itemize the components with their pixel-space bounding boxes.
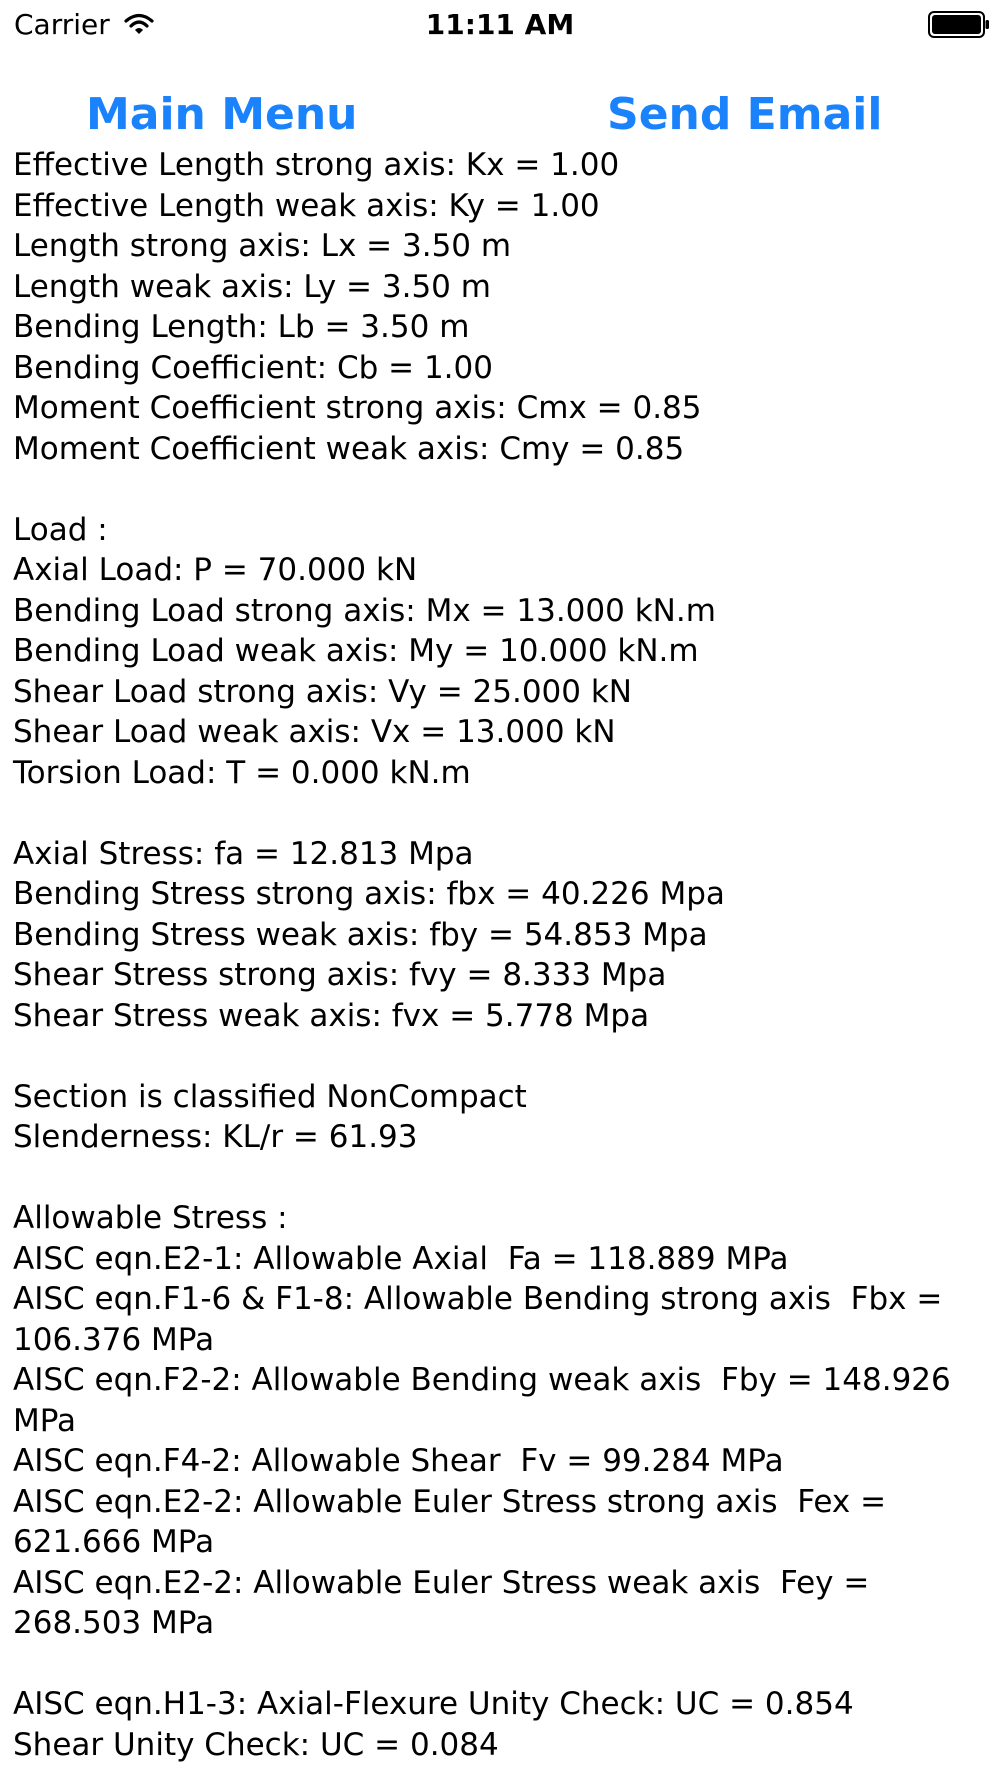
report-output (13, 145, 988, 1765)
report-line: AISC eqn.F2-2: Allowable Bending weak axis Fby = 148.926 MPa (13, 1362, 961, 1439)
blank-line (13, 1158, 988, 1199)
report-line: Shear Stress weak axis: fvx = 5.778 Mpa (13, 997, 650, 1034)
report-line: Bending Coefficient: Cb = 1.00 (13, 349, 493, 386)
report-line: Bending Load strong axis: Mx = 13.000 kN.m (13, 592, 716, 629)
report-line: Shear Load strong axis: Vy = 25.000 kN (13, 673, 633, 710)
report-line: Bending Load weak axis: My = 10.000 kN.m (13, 633, 699, 669)
report-line: Load : (13, 511, 108, 548)
blank-line (13, 1644, 988, 1685)
report-line: Shear Load weak axis: Vx = 13.000 kN (13, 714, 616, 750)
report-line: Torsion Load: T = 0.000 kN.m (13, 754, 471, 791)
blank-line (13, 793, 988, 834)
main-menu-button[interactable]: Main Menu (86, 89, 358, 140)
status-bar (0, 0, 1000, 50)
report-line: AISC eqn.F1-6 & F1-8: Allowable Bending strong axis Fbx = 106.376 MPa (13, 1281, 953, 1358)
blank-line (13, 1036, 988, 1077)
top-navigation (0, 87, 1000, 143)
report-line: Section is classified NonCompact (13, 1078, 527, 1115)
report-line: Axial Stress: fa = 12.813 Mpa (13, 835, 474, 872)
report-line: Axial Load: P = 70.000 kN (13, 552, 418, 588)
report-line: Moment Coefficient strong axis: Cmx = 0.85 (13, 390, 702, 426)
report-line: Bending Length: Lb = 3.50 m (13, 309, 470, 345)
report-line: Shear Unity Check: UC = 0.084 (13, 1726, 499, 1763)
report-line: Bending Stress strong axis: fbx = 40.226 Mpa (13, 876, 725, 912)
report-line: Allowable Stress : (13, 1200, 288, 1236)
report-line: AISC eqn.H1-3: Axial-Flexure Unity Check: UC = 0.854 (13, 1686, 854, 1722)
blank-line (13, 469, 988, 510)
status-time: 11:11 AM (425, 8, 575, 41)
report-line: Effective Length strong axis: Kx = 1.00 (13, 147, 620, 183)
report-line: Slenderness: KL/r = 61.93 (13, 1119, 418, 1155)
report-line: Shear Stress strong axis: fvy = 8.333 Mpa (13, 957, 667, 993)
battery-icon (928, 11, 990, 38)
report-line: Length strong axis: Lx = 3.50 m (13, 228, 512, 264)
send-email-button[interactable]: Send Email (607, 89, 883, 140)
report-line: Bending Stress weak axis: fby = 54.853 Mpa (13, 916, 708, 953)
report-line: Effective Length weak axis: Ky = 1.00 (13, 187, 600, 224)
report-line: Moment Coefficient weak axis: Cmy = 0.85 (13, 430, 685, 467)
report-line: Length weak axis: Ly = 3.50 m (13, 268, 491, 305)
carrier-label: Carrier (14, 8, 110, 41)
report-line: AISC eqn.F4-2: Allowable Shear Fv = 99.284 MPa (13, 1443, 784, 1479)
report-line: AISC eqn.E2-2: Allowable Euler Stress strong axis Fex = 621.666 MPa (13, 1483, 896, 1560)
report-line: AISC eqn.E2-1: Allowable Axial Fa = 118.889 MPa (13, 1240, 789, 1277)
report-line: AISC eqn.E2-2: Allowable Euler Stress weak axis Fey = 268.503 MPa (13, 1564, 880, 1641)
